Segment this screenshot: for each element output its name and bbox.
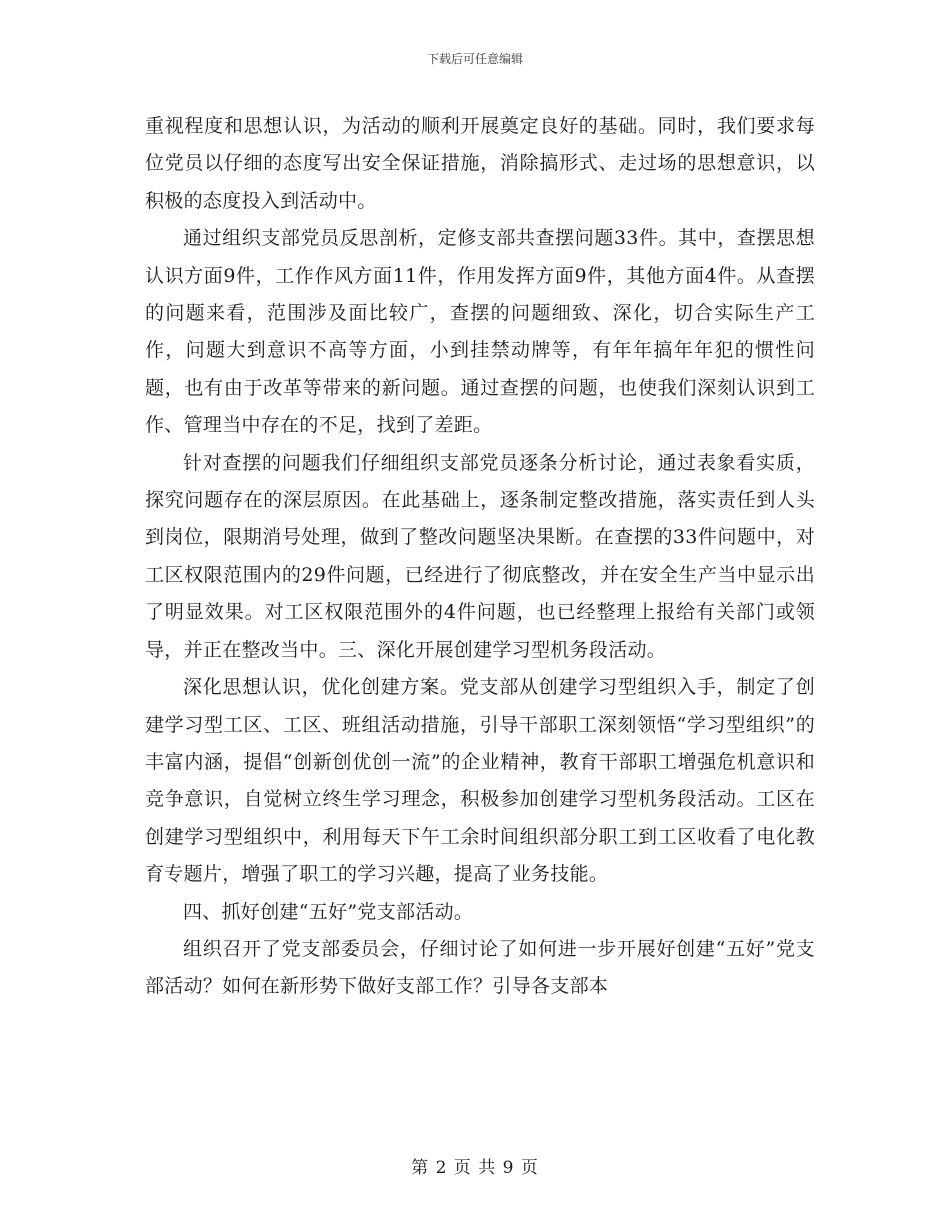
section-heading: 四、抓好创建“五好”党支部活动。: [183, 900, 474, 923]
paragraph-3: 针对查摆的问题我们仔细组织支部党员逐条分析讨论，通过表象看实质，探究问题存在的深层原因。在此基础上，逐条制定整改措施，落实责任到人头到岗位，限期消号处理，做到了整改问题坚决果断。在查摆的33件问题中，对工区权限范围内的29件问题，已经进行了彻底整改，并在安全生产当中显示出了明显效果。对工区权限范围外的4件问题，也已经整理上报给有关部门或领导，并正在整改当中。三、深化开展创建学习型机务段活动。: [145, 451, 815, 661]
paragraph-4: 深化思想认识，优化创建方案。党支部从创建学习型组织入手，制定了创建学习型工区、工区、班组活动措施，引导干部职工深刻领悟“学习型组织”的丰富内涵，提倡“创新创优创一流”的企业精神，教育干部职工增强危机意识和竞争意识，自觉树立终生学习理念，积极参加创建学习型机务段活动。工区在创建学习型组织中，利用每天下午工余时间组织部分职工到工区收看了电化教育专题片，增强了职工的学习兴趣，提高了业务技能。: [145, 676, 815, 886]
page-header: 下载后可任意编辑: [426, 52, 523, 66]
document-body: [145, 108, 815, 1006]
page-footer: 第 2 页 共 9 页: [411, 1158, 539, 1178]
paragraph-2: 通过组织支部党员反思剖析，定修支部共查摆问题33件。其中，查摆思想认识方面9件，工作作风方面11件，作用发挥方面9件，其他方面4件。从查摆的问题来看，范围涉及面比较广，查摆的问题细致、深化，切合实际生产工作，问题大到意识不高等方面，小到挂禁动牌等，有年年搞年年犯的惯性问题，也有由于改革等带来的新问题。通过查摆的问题，也使我们深刻认识到工作、管理当中存在的不足，找到了差距。: [145, 227, 815, 437]
paragraph-5: 组织召开了党支部委员会，仔细讨论了如何进一步开展好创建“五好”党支部活动？如何在新形势下做好支部工作？引导各支部本: [145, 937, 815, 998]
paragraph-1: 重视程度和思想认识，为活动的顺利开展奠定良好的基础。同时，我们要求每位党员以仔细的态度写出安全保证措施，消除搞形式、走过场的思想意识，以积极的态度投入到活动中。: [145, 115, 815, 212]
